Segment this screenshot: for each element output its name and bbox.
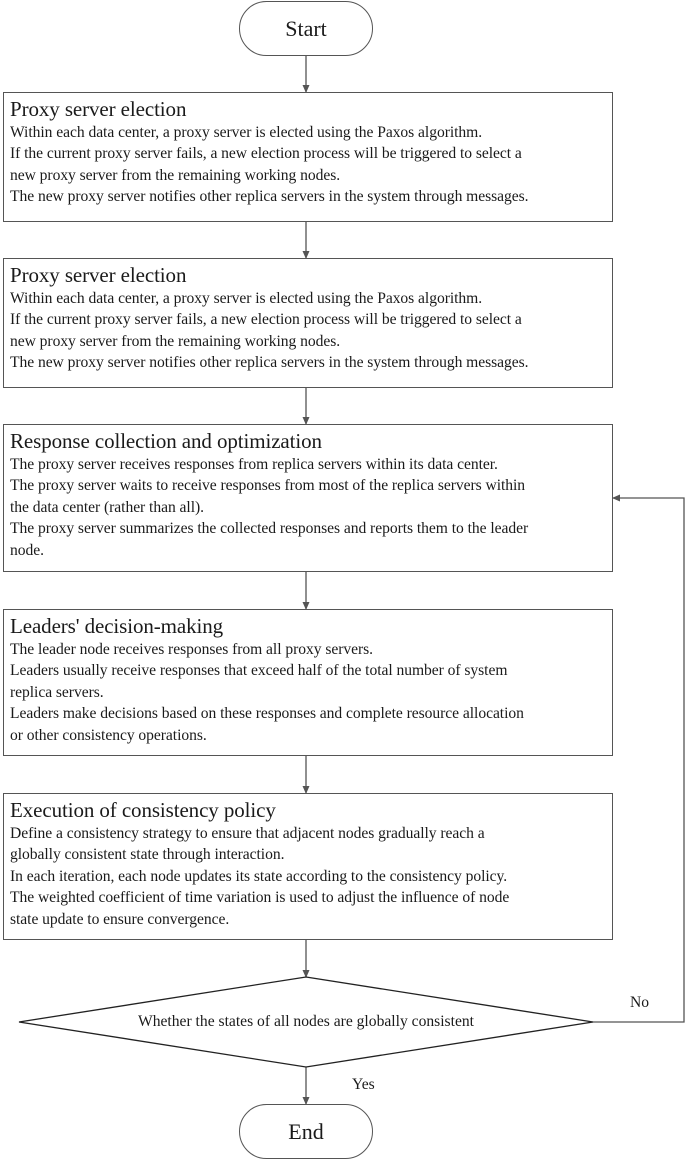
start-label: Start [285, 15, 327, 41]
step-line: Define a consistency strategy to ensure that adjacent nodes gradually reach a [10, 825, 485, 842]
step-line: If the current proxy server fails, a new election process will be triggered to select a [10, 311, 522, 329]
step-line: globally consistent state through interaction. [10, 846, 285, 864]
step-title: Proxy server election [10, 97, 187, 121]
step-line: Leaders usually receive responses that exceed half of the total number of system [10, 662, 508, 680]
step-line: The proxy server summarizes the collected responses and reports them to the leader [10, 520, 529, 538]
no-label: No [630, 994, 650, 1011]
step-line: The proxy server receives responses from replica servers within its data center. [10, 456, 498, 473]
step-line: the data center (rather than all). [10, 498, 204, 516]
step-title: Response collection and optimization [10, 429, 322, 453]
step-title: Execution of consistency policy [10, 798, 276, 822]
step-line: The new proxy server notifies other replica servers in the system through messages. [10, 188, 529, 206]
step-consistency-policy [3, 793, 613, 940]
step-line: node. [10, 541, 44, 559]
step-leaders-decision [3, 609, 613, 756]
end-label: End [288, 1118, 324, 1144]
arrow-no-feedback-loop [593, 498, 684, 1022]
step-line: Within each data center, a proxy server is elected using the Paxos algorithm. [10, 124, 483, 141]
decision-question: Whether the states of all nodes are globally consistent [137, 1013, 475, 1030]
step-proxy-election-1 [3, 92, 613, 222]
step-line: The new proxy server notifies other replica servers in the system through messages. [10, 354, 529, 372]
step-line: new proxy server from the remaining working nodes. [10, 332, 341, 350]
step-line: state update to ensure convergence. [10, 910, 230, 928]
yes-label: Yes [352, 1076, 375, 1093]
step-line: The proxy server waits to receive responses from most of the replica servers within [10, 477, 526, 495]
start-terminal [239, 1, 373, 56]
step-proxy-election-2 [3, 258, 613, 388]
step-line: or other consistency operations. [10, 726, 207, 744]
step-line: In each iteration, each node updates its state according to the consistency policy. [10, 867, 508, 885]
step-line: new proxy server from the remaining working nodes. [10, 166, 341, 184]
step-line: The leader node receives responses from all proxy servers. [10, 641, 373, 658]
step-line: The weighted coefficient of time variation is used to adjust the influence of node [10, 889, 510, 907]
step-line: replica servers. [10, 683, 104, 701]
step-response-collection [3, 424, 613, 572]
step-title: Leaders' decision-making [10, 614, 224, 638]
step-line: Leaders make decisions based on these responses and complete resource allocation [10, 705, 524, 723]
step-line: Within each data center, a proxy server is elected using the Paxos algorithm. [10, 290, 483, 307]
step-line: If the current proxy server fails, a new election process will be triggered to select a [10, 145, 522, 163]
step-title: Proxy server election [10, 263, 187, 287]
end-terminal [239, 1104, 373, 1159]
